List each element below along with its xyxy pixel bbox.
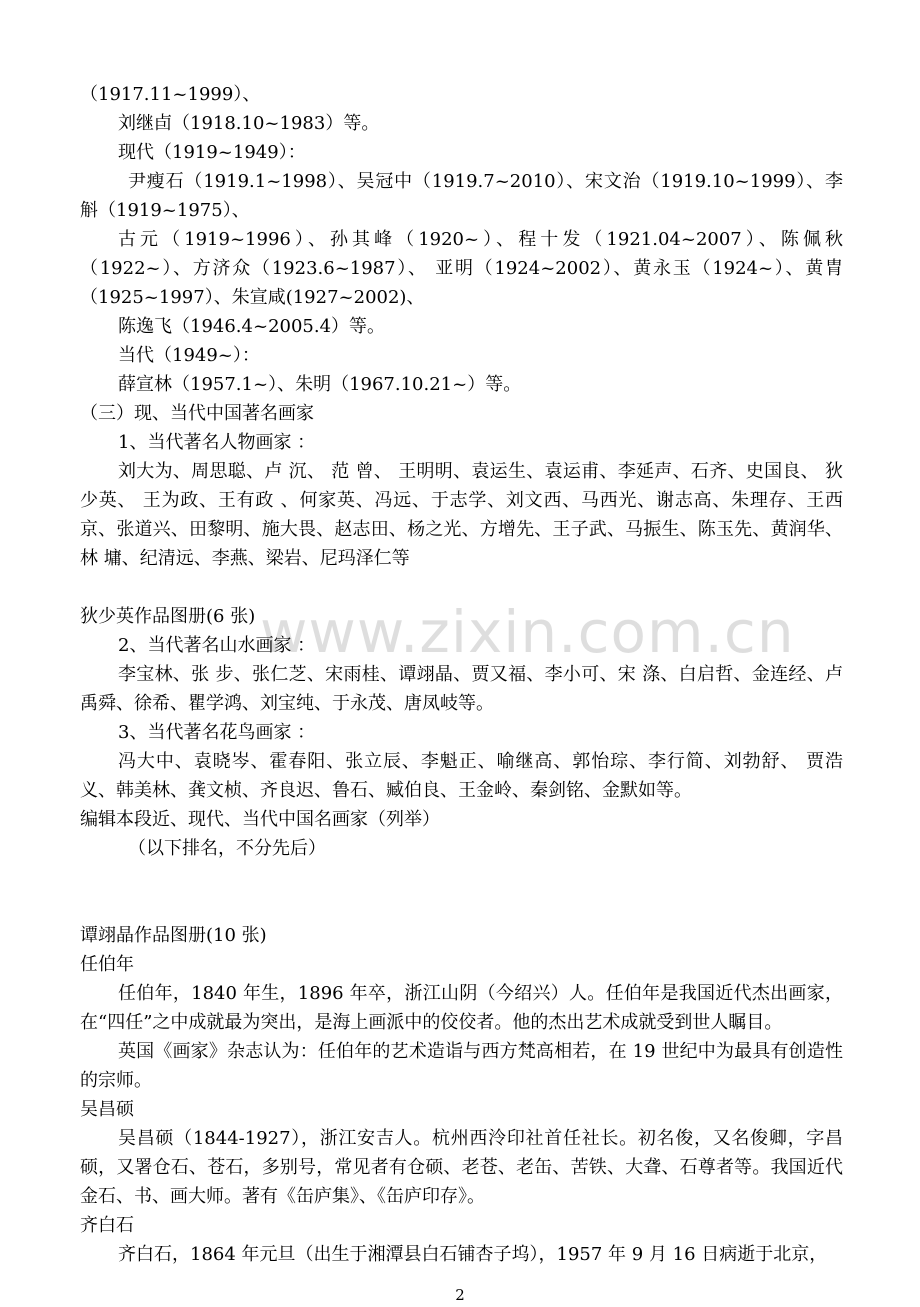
section-heading: 现代（1919~1949）： [118,142,306,163]
text-paragraph: 尹瘦石（1919.1~1998）、吴冠中（1919.7~2010）、宋文治（1919.10~1999）、李斛（1919~1975）、 [80,171,843,221]
subsection-heading: 1、当代著名人物画家 ： [118,432,316,453]
artist-name: 吴昌硕 [80,1099,134,1120]
text-line: （1917.11~1999）、 [80,84,261,105]
text-paragraph: 古元（1919~1996）、孙其峰（1920~）、程十发（1921.04~2007）、陈佩秋（1922~）、方济众（1923.6~1987）、 亚明（1924~2002）、黄永玉（1924~）、黄胄（1925~1997）、朱宣咸(1927~2002)、 [80,229,843,308]
text-paragraph: 冯大中、袁晓岑、霍春阳、张立辰、李魁正、喻继高、郭怡琮、李行简、刘勃舒、 贾浩义、韩美林、龚文桢、齐良迟、鲁石、臧伯良、王金岭、秦剑铭、金默如等。 [80,751,843,801]
document-body [80,80,843,1269]
text-line: 薛宣林（1957.1~）、朱明（1967.10.21~）等。 [118,374,522,395]
watermark: www.zixin.com.cn [260,598,795,666]
gallery-link[interactable]: 狄少英作品图册(6 张) [80,606,256,627]
blank-line [80,863,843,892]
text-paragraph: 刘大为、周思聪、卢 沉、 范 曾、 王明明、袁运生、袁运甫、李延声、石齐、史国良、 狄少英、 王为政、王有政 、何家英、冯远、于志学、刘文西、马西光、谢志高、朱理存、王西京、张道兴、田黎明、施大畏、赵志田、杨之光、方增先、王子武、马振生、陈玉先、黄润华、林 墉、纪清远、李燕、梁岩、尼玛泽仁等 [80,461,843,569]
artist-name: 齐白石 [80,1215,134,1236]
text-line: 刘继卣（1918.10~1983）等。 [118,113,380,134]
blank-line [80,892,843,921]
subsection-heading: 2、当代著名山水画家 ： [118,635,316,656]
text-paragraph: 任伯年，1840 年生，1896 年卒，浙江山阴（今绍兴）人。任伯年是我国近代杰出画家，在“四任”之中成就最为突出，是海上画派中的佼佼者。他的杰出艺术成就受到世人瞩目。 [80,983,843,1033]
text-line: 陈逸飞（1946.4~2005.4）等。 [118,316,386,337]
section-heading: 当代（1949~）： [118,345,260,366]
text-paragraph: 李宝林、张 步、张仁芝、宋雨桂、谭翊晶、贾又福、李小可、宋 涤、白启哲、金连经、卢禹舜、徐希、瞿学鸿、刘宝纯、于永茂、唐凤岐等。 [80,664,843,714]
text-line: （以下排名，不分先后） [128,838,326,859]
gallery-link[interactable]: 谭翊晶作品图册(10 张) [80,925,267,946]
text-paragraph: 齐白石，1864 年元旦（出生于湘潭县白石铺杏子坞），1957 年 9 月 16 日病逝于北京， [118,1244,828,1265]
subsection-heading: 3、当代著名花鸟画家 ： [118,722,316,743]
section-heading: 编辑本段近、现代、当代中国名画家（列举） [80,809,440,830]
text-paragraph: 吴昌硕（1844-1927），浙江安吉人。杭州西泠印社首任社长。初名俊，又名俊卿，字昌硕，又署仓石、苍石，多别号，常见者有仓硕、老苍、老缶、苦铁、大聋、石尊者等。我国近代金石、书、画大师。著有《缶庐集》、《缶庐印存》。 [80,1128,843,1207]
section-heading: （三）现、当代中国著名画家 [80,403,314,424]
text-paragraph: 英国《画家》杂志认为：任伯年的艺术造诣与西方梵高相若，在 19 世纪中为最具有创造性的宗师。 [80,1041,843,1091]
artist-name: 任伯年 [80,954,134,975]
page-number: 2 [455,1286,465,1304]
